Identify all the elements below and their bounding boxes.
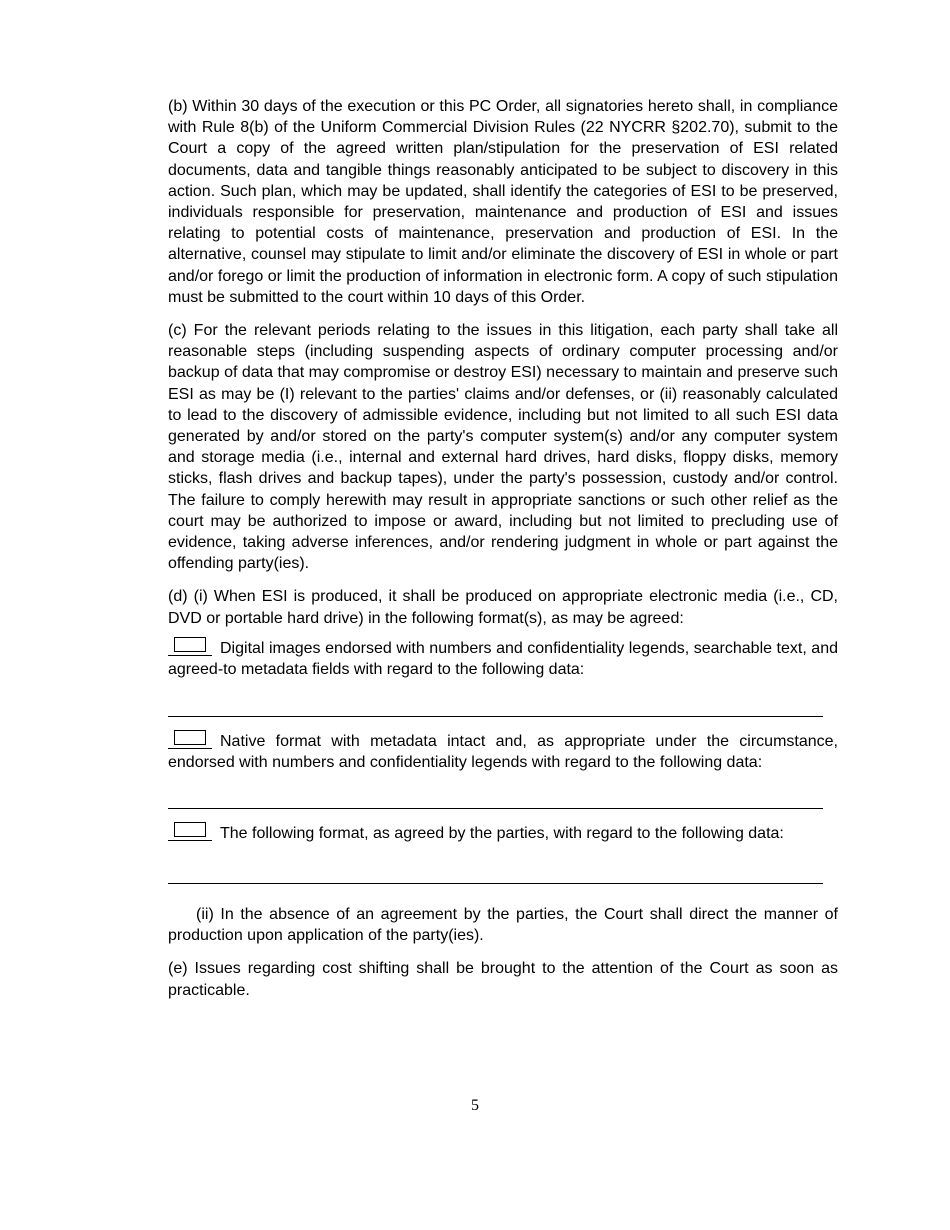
paragraph-e: (e) Issues regarding cost shifting shall be brought to the attention of the Court as soon as practicable. (168, 960, 838, 999)
format-option-native (168, 730, 838, 773)
page-number: 5 (471, 1097, 479, 1114)
paragraph-d-i: (d) (i) When ESI is produced, it shall be produced on appropriate electronic media (i.e., CD, DVD or portable hard drive) in the following format(s), as may be agreed: (168, 588, 838, 627)
agreed-format-data-blank[interactable] (168, 883, 823, 884)
native-format-label: Native format with metadata intact and, as appropriate under the circumstance, endorsed with numbers and confidentiality legends with regard to the following data: (168, 733, 838, 772)
agreed-format-checkbox[interactable] (168, 822, 212, 841)
native-format-data-blank[interactable] (168, 808, 823, 809)
paragraph-d-ii: (ii) In the absence of an agreement by the parties, the Court shall direct the manner of production upon application of the party(ies). (168, 905, 838, 945)
digital-images-checkbox[interactable] (168, 637, 212, 656)
paragraph-c: (c) For the relevant periods relating to the issues in this litigation, each party shall take all reasonable steps (including suspending aspects of ordinary computer processing and/or backup of data that may compromise or destroy ESI) necessary to maintain and preserve such ESI as may be (I) relevant to the parties' claims and/or defenses, or (ii) reasonably calculated to lead to the discovery of admissible evidence, including but not limited to all such ESI data generated by and/or stored on the party's computer system(s) and/or any computer system and storage media (i.e., internal and external hard drives, hard disks, floppy disks, memory sticks, flash drives and backup tapes), under the party's possession, custody and/or control. The failure to comply herewith may result in appropriate sanctions or such other relief as the court may be authorized to impose or award, including but not limited to precluding use of evidence, taking adverse inferences, and/or rendering judgment in whole or part against the offending party(ies). (168, 322, 838, 573)
digital-images-data-blank[interactable] (168, 716, 823, 717)
format-option-digital-images (168, 637, 838, 680)
native-format-checkbox[interactable] (168, 730, 212, 749)
agreed-format-label: The following format, as agreed by the parties, with regard to the following data: (220, 824, 784, 842)
digital-images-label: Digital images endorsed with numbers and confidentiality legends, searchable text, and agreed-to metadata fields with regard to the following data: (168, 639, 838, 679)
format-option-agreed (168, 822, 838, 844)
document-body (168, 96, 838, 1013)
paragraph-b: (b) Within 30 days of the execution or this PC Order, all signatories hereto shall, in compliance with Rule 8(b) of the Uniform Commercial Division Rules (22 NYCRR §202.70), submit to the Court a copy of the agreed written plan/stipulation for the preservation of ESI related documents, data and tangible things reasonably anticipated to be subject to discovery in this action. Such plan, which may be updated, shall identify the categories of ESI to be preserved, individuals responsible for preservation, maintenance and production of ESI and issues relating to potential costs of maintenance, preservation and production of ESI. In the alternative, counsel may stipulate to limit and/or eliminate the discovery of ESI in whole or part and/or forego or limit the production of information in electronic form. A copy of such stipulation must be submitted to the court within 10 days of this Order. (168, 98, 838, 306)
